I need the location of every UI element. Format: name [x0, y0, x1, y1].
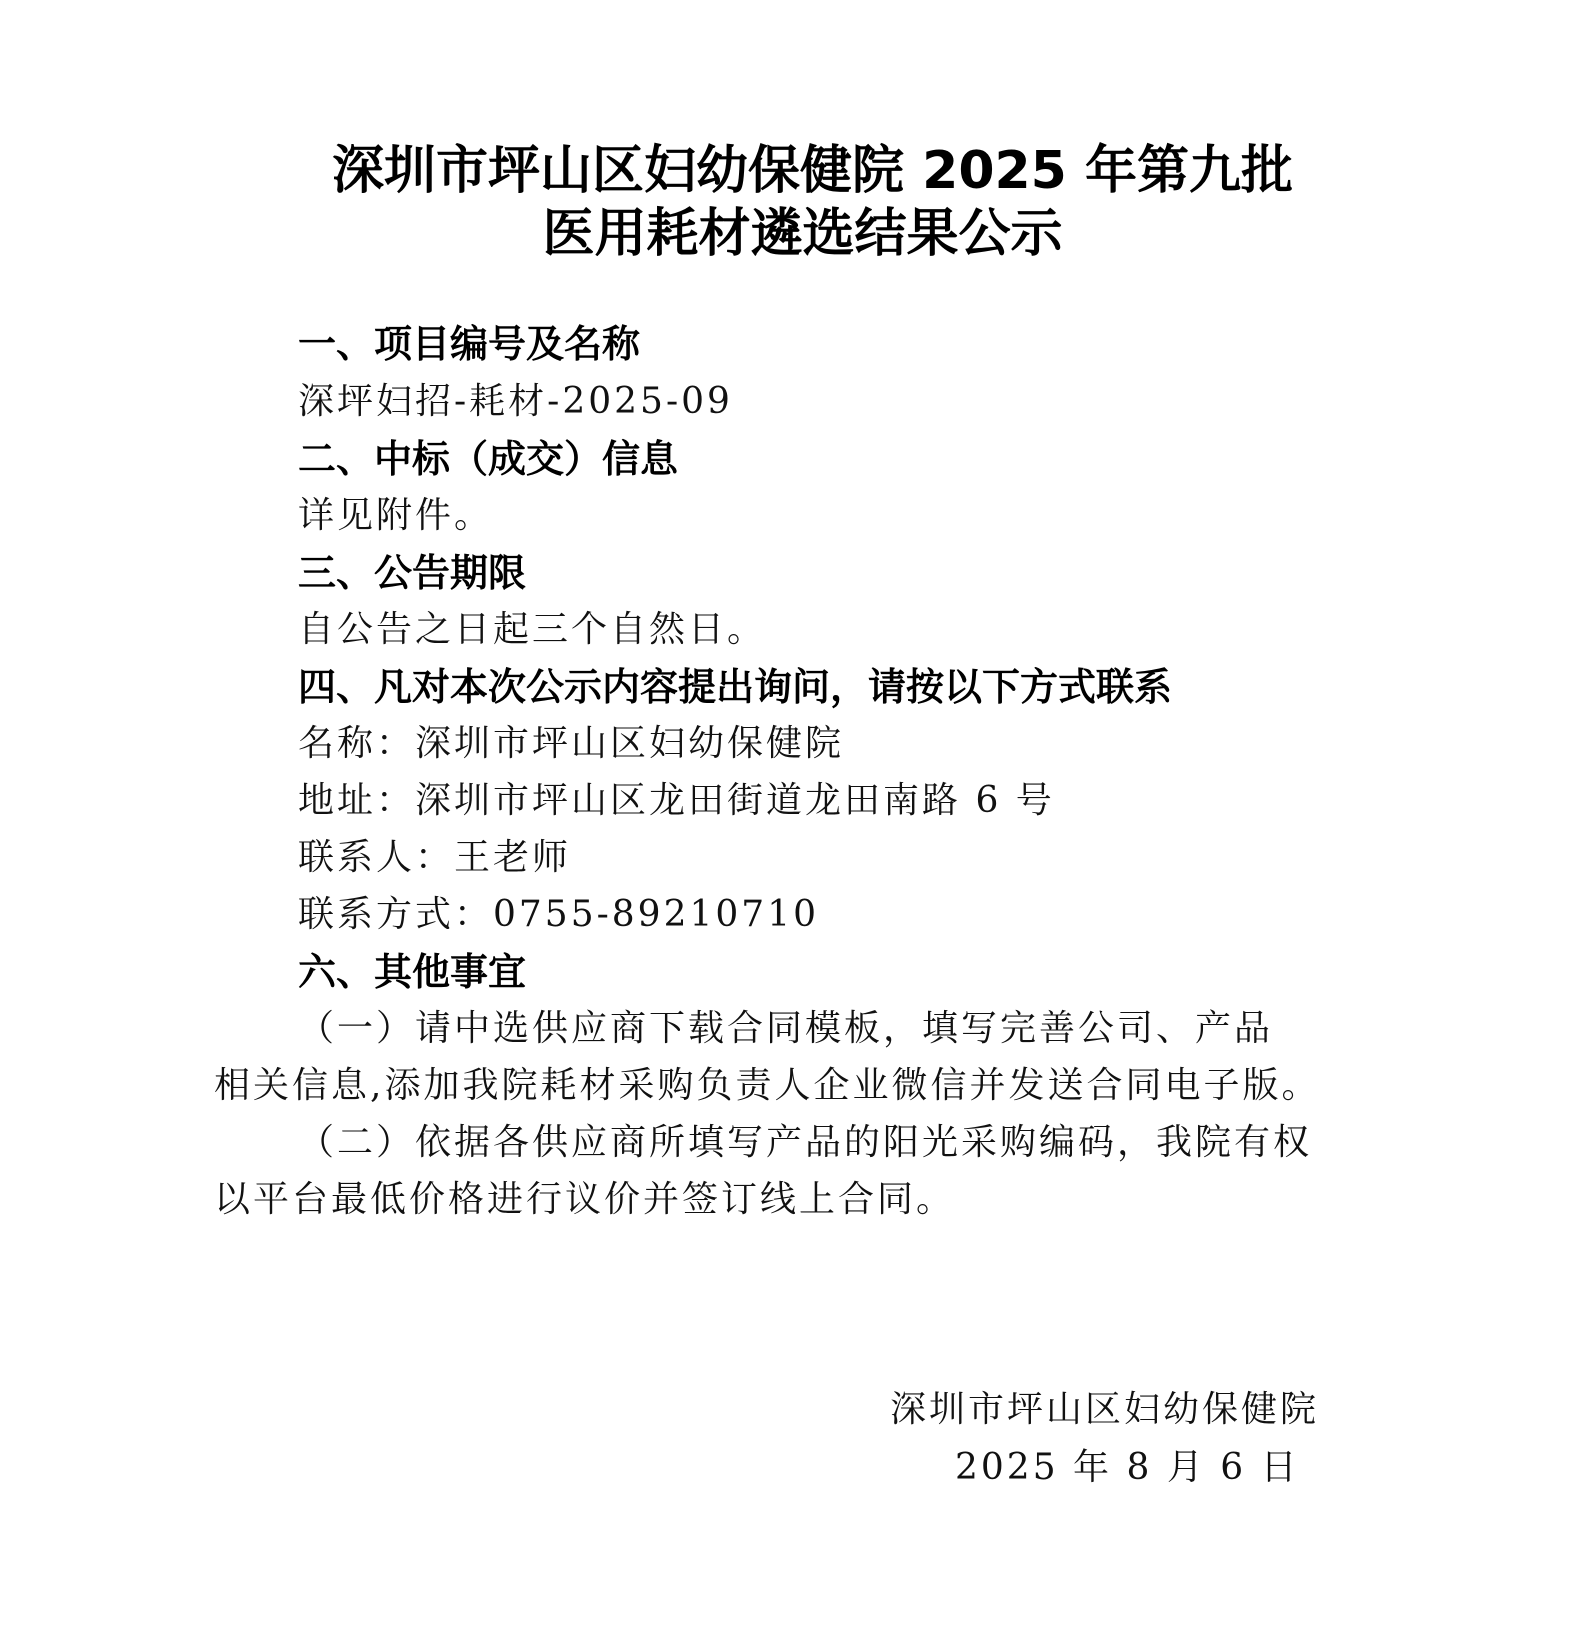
award-info-text: 详见附件。	[298, 495, 494, 536]
contact-phone: 联系方式：0755-89210710	[298, 894, 820, 935]
signature-organization: 深圳市坪山区妇幼保健院	[890, 1389, 1320, 1430]
other-matters-para-2-line-1: （二）依据各供应商所填写产品的阳光采购编码，我院有权	[298, 1122, 1313, 1163]
contact-name: 名称：深圳市坪山区妇幼保健院	[298, 723, 845, 764]
section-6-heading: 六、其他事宜	[298, 950, 527, 994]
notice-period-text: 自公告之日起三个自然日。	[298, 609, 767, 650]
section-2-heading: 二、中标（成交）信息	[298, 437, 679, 481]
other-matters-para-1-line-2: 相关信息,添加我院耗材采购负责人企业微信并发送合同电子版。	[214, 1065, 1321, 1106]
document-title-line-2: 医用耗材遴选结果公示	[542, 204, 1063, 264]
other-matters-para-2-line-2: 以平台最低价格进行议价并签订线上合同。	[214, 1179, 956, 1220]
section-3-heading: 三、公告期限	[298, 551, 527, 595]
document-title-line-1: 深圳市坪山区妇幼保健院 2025 年第九批	[332, 141, 1293, 201]
signature-date: 2025 年 8 月 6 日	[955, 1447, 1300, 1488]
other-matters-para-1-line-1: （一）请中选供应商下载合同模板，填写完善公司、产品	[298, 1008, 1274, 1049]
contact-person: 联系人：王老师	[298, 837, 572, 878]
project-number-text: 深坪妇招-耗材-2025-09	[298, 381, 733, 422]
contact-address: 地址：深圳市坪山区龙田街道龙田南路 6 号	[298, 780, 1055, 821]
section-1-heading: 一、项目编号及名称	[298, 322, 641, 366]
section-4-heading: 四、凡对本次公示内容提出询问，请按以下方式联系	[298, 665, 1173, 709]
